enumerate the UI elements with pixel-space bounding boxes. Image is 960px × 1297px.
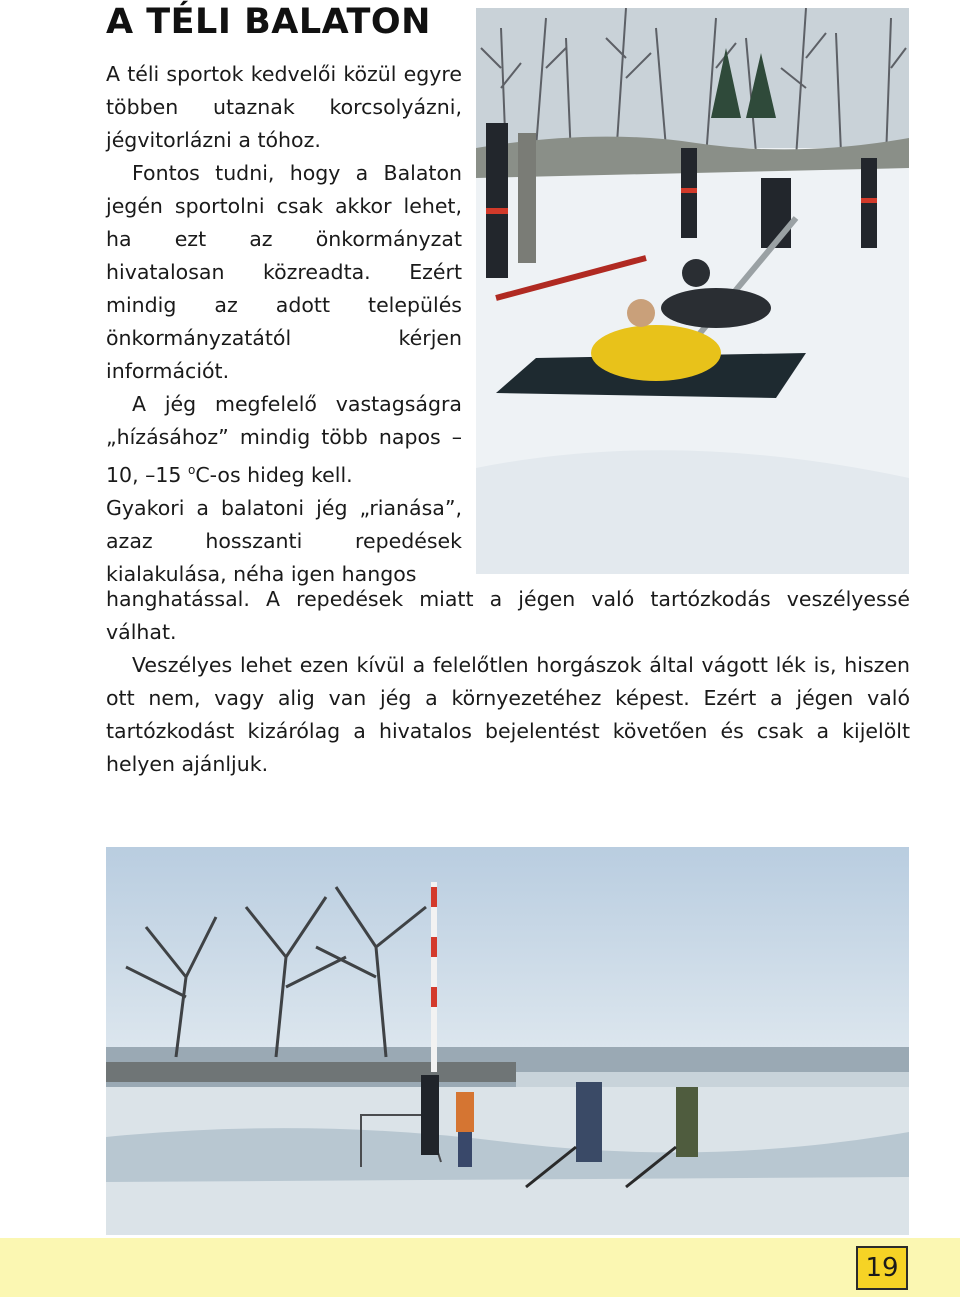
page-number: 19: [856, 1246, 908, 1290]
full-width-text: [106, 583, 910, 781]
paragraph-intro: A téli sportok kedvelői közül egyre többen utaznak korcsolyázni, jégvitorlázni a tóhoz.: [106, 62, 462, 152]
paragraph-danger: Veszélyes lehet ezen kívül a felelőtlen horgászok által vágott lék is, hiszen ott nem, vagy alig van jég a környezetéhez képest. Ezért a jégen való tartózkodást kizárólag a hivatalos bejelentést követően és csak a kijelölt helyen ajánljuk.: [106, 653, 910, 776]
paragraph-cracks-cont: hanghatással. A repedések miatt a jégen való tartózkodás veszélyessé válhat.: [106, 587, 910, 644]
column-text: [106, 58, 462, 591]
ice-hockey-photo: [106, 847, 909, 1235]
page-title: A TÉLI BALATON: [106, 2, 431, 42]
paragraph-cracks: Gyakori a balatoni jég „rianása”, azaz hosszanti repedések kialakulása, néha igen hangos: [106, 496, 462, 586]
thickness-suffix: C-os hideg kell.: [195, 463, 353, 487]
footer-band: [0, 1238, 960, 1297]
paragraph-rules: Fontos tudni, hogy a Balaton jegén sportolni csak akkor lehet, ha ezt az önkormányzat hivatalosan közreadta. Ezért mindig az adott település önkormányzatától kérjen információt.: [106, 161, 462, 383]
thickness-text: A jég megfelelő vastagságra „hízásához” mindig több napos –10, –15: [106, 392, 462, 487]
paragraph-thickness: [106, 388, 462, 492]
degree-symbol: o: [188, 463, 196, 477]
ice-rescue-photo: [476, 8, 909, 574]
